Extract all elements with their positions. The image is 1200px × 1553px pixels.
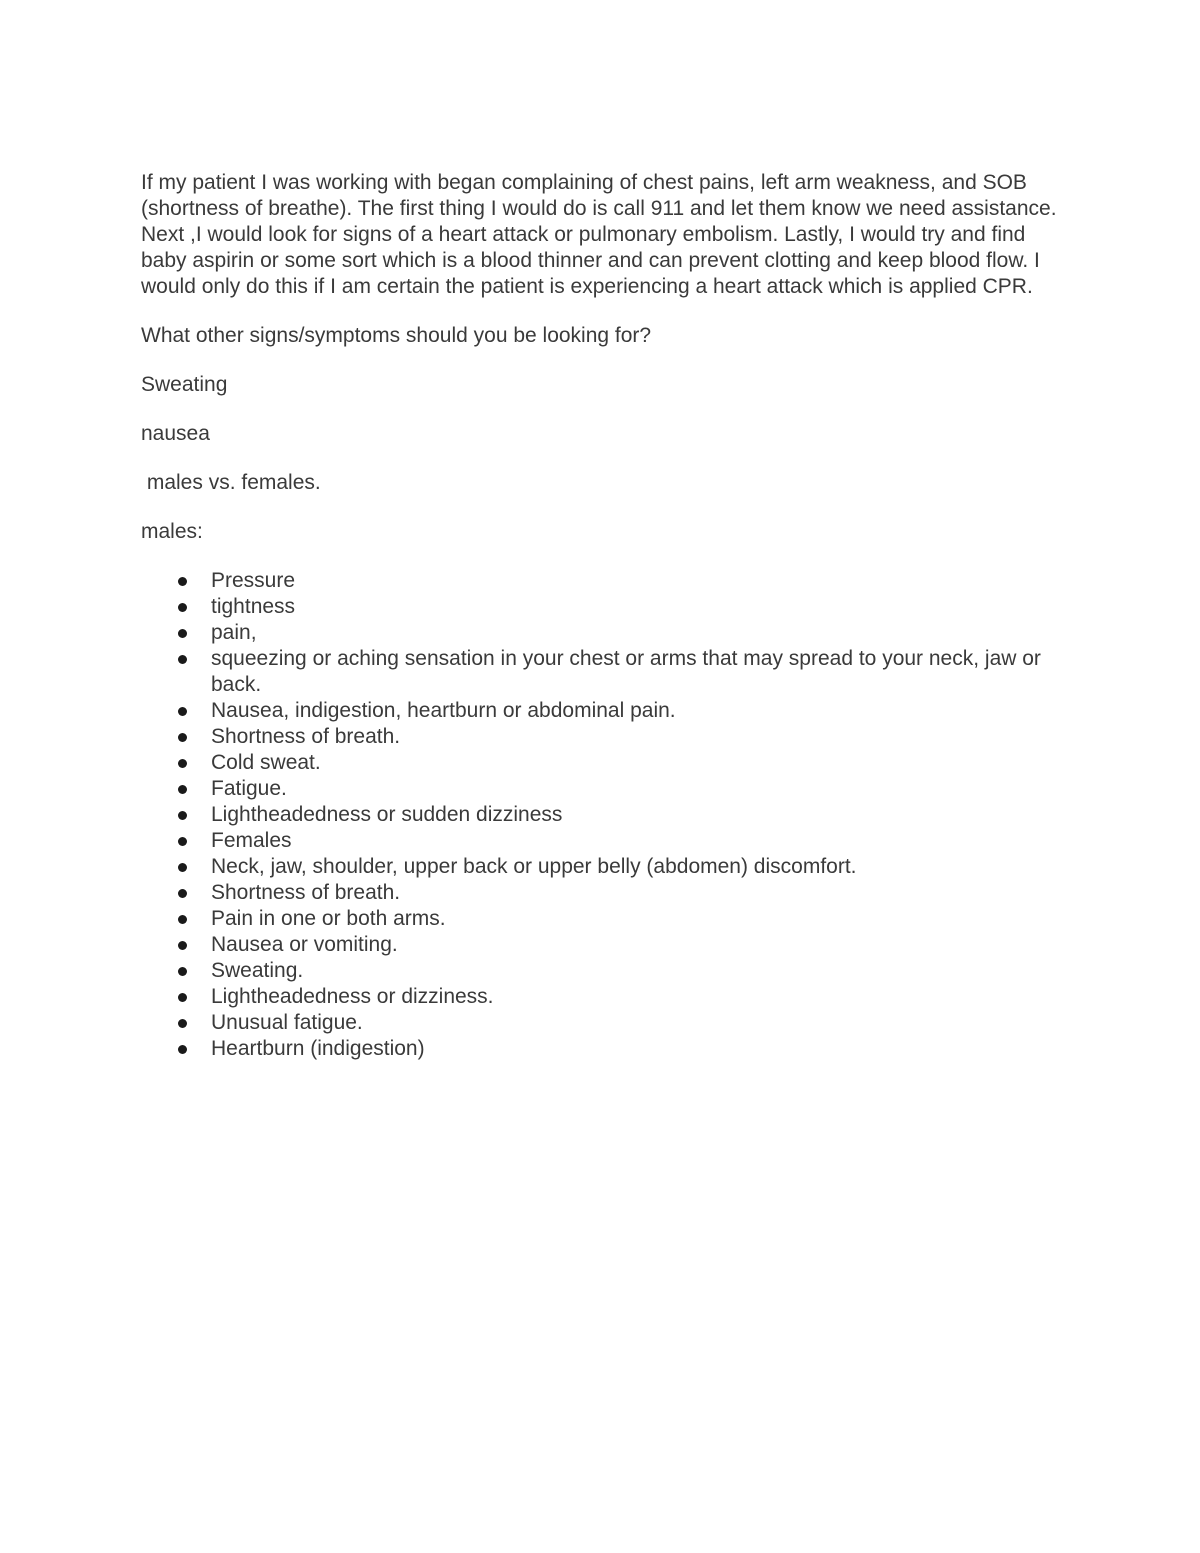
intro-paragraph: If my patient I was working with began complaining of chest pains, left arm weakness, and SOB (shortness of breathe). The first thing I would do is call 911 and let them know we need assistance. Next ,I would look for signs of a heart attack or pulmonary embolism. Lastly, I would try and find baby aspirin or some sort which is a blood thinner and can prevent clotting and keep blood flow. I would only do this if I am certain the patient is experiencing a heart attack which is applied CPR. (141, 171, 1063, 298)
list-item (141, 1036, 1071, 1062)
symptom-list (141, 568, 1071, 1062)
list-item (141, 828, 1071, 854)
list-item (141, 1010, 1071, 1036)
list-item (141, 958, 1071, 984)
bullet-icon (178, 577, 187, 586)
bullet-icon (178, 811, 187, 820)
list-item (141, 802, 1071, 828)
bullet-icon (178, 915, 187, 924)
list-item (141, 620, 1071, 646)
list-item (141, 568, 1071, 594)
bullet-icon (178, 655, 187, 664)
list-item-text: Neck, jaw, shoulder, upper back or upper belly (abdomen) discomfort. (211, 855, 857, 878)
list-item-text: Cold sweat. (211, 751, 321, 774)
list-item (141, 724, 1071, 750)
sign-nausea: nausea (141, 422, 210, 445)
list-item-text: Shortness of breath. (211, 725, 401, 748)
list-item-text: pain, (211, 621, 257, 644)
bullet-icon (178, 759, 187, 768)
bullet-icon (178, 785, 187, 794)
list-item-text: Lightheadedness or sudden dizziness (211, 803, 563, 826)
list-item (141, 750, 1071, 776)
bullet-icon (178, 967, 187, 976)
bullet-icon (178, 629, 187, 638)
list-item (141, 984, 1071, 1010)
list-item-text: Heartburn (indigestion) (211, 1037, 425, 1060)
list-item-text: Pain in one or both arms. (211, 907, 446, 930)
bullet-icon (178, 1045, 187, 1054)
list-item-text: Females (211, 829, 292, 852)
list-item (141, 646, 1071, 698)
bullet-icon (178, 941, 187, 950)
list-item (141, 594, 1071, 620)
list-item (141, 906, 1071, 932)
list-item (141, 854, 1071, 880)
list-item (141, 698, 1071, 724)
bullet-icon (178, 863, 187, 872)
list-item (141, 932, 1071, 958)
list-item-text: Pressure (211, 569, 296, 592)
list-item-text: squeezing or aching sensation in your chest or arms that may spread to your neck, jaw or back. (211, 647, 1041, 696)
list-item (141, 776, 1071, 802)
list-item-text: tightness (211, 595, 296, 618)
bullet-icon (178, 837, 187, 846)
list-item-text: Unusual fatigue. (211, 1011, 363, 1034)
list-item (141, 880, 1071, 906)
list-item-text: Fatigue. (211, 777, 287, 800)
list-item-text: Sweating. (211, 959, 304, 982)
comparison-line: males vs. females. (141, 471, 321, 494)
bullet-icon (178, 603, 187, 612)
list-item-text: Lightheadedness or dizziness. (211, 985, 494, 1008)
bullet-icon (178, 993, 187, 1002)
list-item-text: Nausea or vomiting. (211, 933, 398, 956)
list-item-text: Nausea, indigestion, heartburn or abdominal pain. (211, 699, 676, 722)
bullet-icon (178, 707, 187, 716)
males-heading: males: (141, 520, 203, 543)
question-paragraph: What other signs/symptoms should you be looking for? (141, 324, 652, 347)
bullet-icon (178, 733, 187, 742)
document-body (141, 170, 1071, 1062)
list-item-text: Shortness of breath. (211, 881, 401, 904)
sign-sweating: Sweating (141, 373, 228, 396)
bullet-icon (178, 889, 187, 898)
bullet-icon (178, 1019, 187, 1028)
